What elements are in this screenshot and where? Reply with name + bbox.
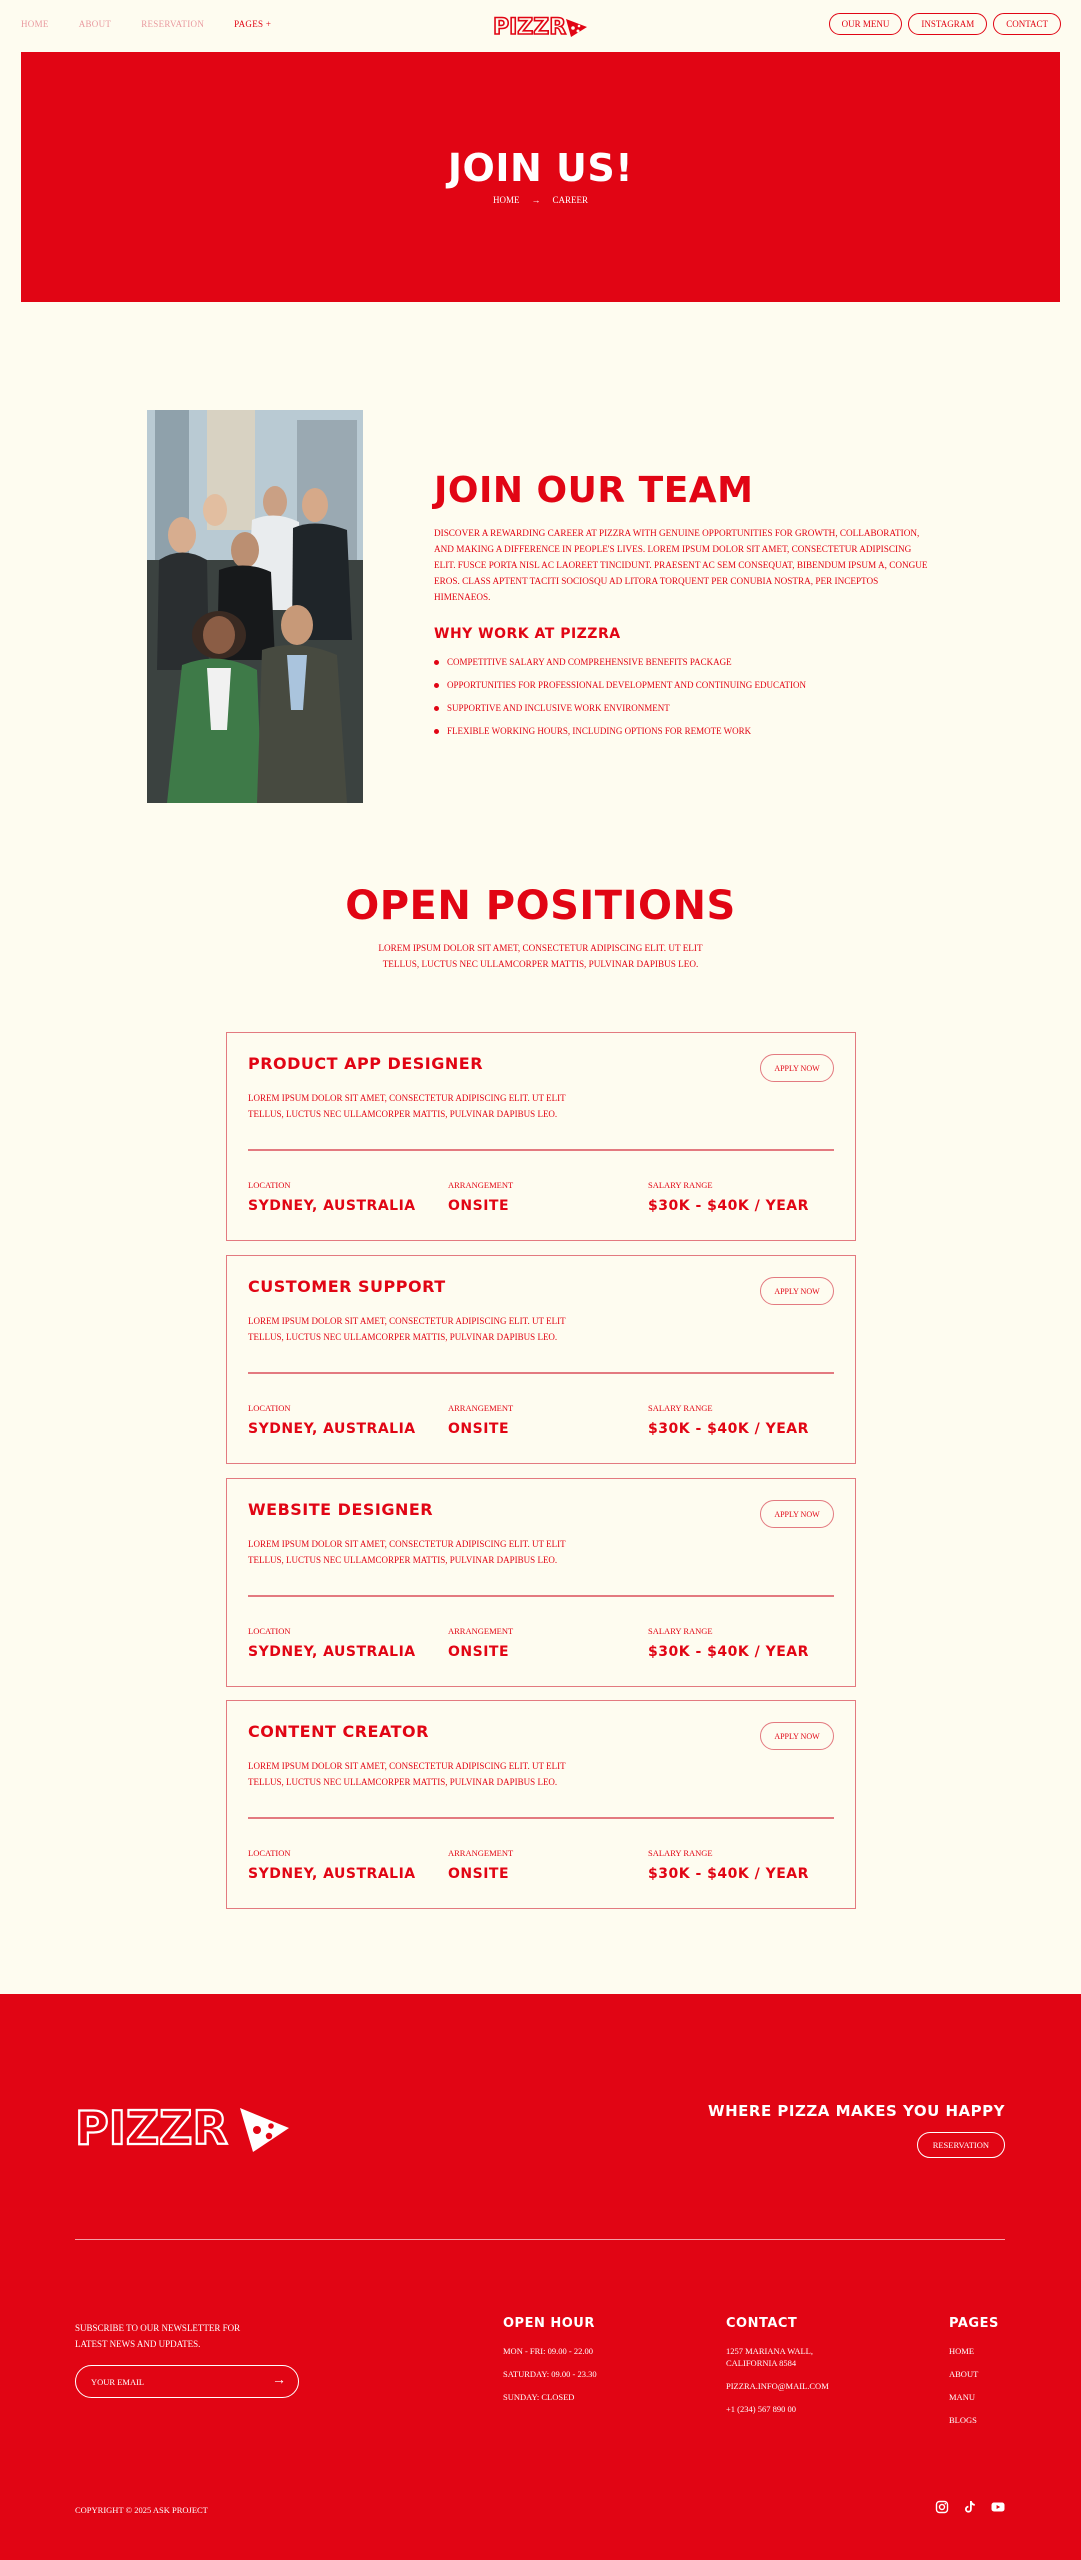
arrangement-value: ONSITE [448, 1866, 510, 1882]
open-hour-item: SUNDAY: CLOSED [503, 2392, 575, 2402]
job-description: LOREM IPSUM DOLOR SIT AMET, CONSECTETUR ADIPISCING ELIT. UT ELIT TELLUS, LUCTUS NEC ULLAMCORPER MATTIS, PULVINAR DAPIBUS LEO. [248, 1316, 566, 1342]
nav-actions [829, 13, 1061, 35]
salary-label: SALARY RANGE [648, 1180, 713, 1190]
job-card [226, 1478, 856, 1687]
open-hour-column [503, 2316, 597, 2414]
copyright: COPYRIGHT © 2025 ASK PROJECT [75, 2505, 208, 2515]
footer-reservation-button[interactable]: RESERVATION [917, 2132, 1005, 2158]
job-arrangement [448, 1180, 513, 1214]
footer-link-blogs[interactable]: BLOGS [949, 2415, 977, 2425]
nav-reservation-link[interactable]: RESERVATION [141, 19, 205, 29]
apply-now-button[interactable]: APPLY NOW [760, 1054, 834, 1082]
pages-column [949, 2316, 999, 2437]
location-value: SYDNEY, AUSTRALIA [248, 1198, 416, 1214]
pizza-slice-icon [240, 2108, 289, 2152]
job-location [248, 1403, 416, 1437]
team-heading: JOIN OUR TEAM [434, 470, 754, 511]
footer [0, 1994, 1081, 2560]
team-photo [147, 410, 363, 803]
open-hour-item: MON - FRI: 09.00 - 22.00 [503, 2346, 593, 2356]
open-positions-description: LOREM IPSUM DOLOR SIT AMET, CONSECTETUR ADIPISCING ELIT. UT ELIT TELLUS, LUCTUS NEC ULLAMCORPER MATTIS, PULVINAR DAPIBUS LEO. [378, 943, 703, 969]
benefit-item: SUPPORTIVE AND INCLUSIVE WORK ENVIRONMENT [434, 703, 806, 726]
arrangement-value: ONSITE [448, 1421, 510, 1437]
open-hour-title: OPEN HOUR [503, 2316, 595, 2331]
arrangement-label: ARRANGEMENT [448, 1403, 514, 1413]
breadcrumb [21, 195, 1060, 205]
job-location [248, 1848, 416, 1882]
job-location [248, 1626, 416, 1660]
instagram-button[interactable]: INSTAGRAM [908, 13, 987, 35]
arrangement-label: ARRANGEMENT [448, 1626, 514, 1636]
location-label: LOCATION [248, 1848, 291, 1858]
benefit-item: COMPETITIVE SALARY AND COMPREHENSIVE BENEFITS PACKAGE [434, 657, 806, 680]
location-label: LOCATION [248, 1626, 291, 1636]
why-work-heading: WHY WORK AT PIZZRA [434, 626, 621, 642]
salary-label: SALARY RANGE [648, 1626, 713, 1636]
job-arrangement [448, 1848, 513, 1882]
job-title: CUSTOMER SUPPORT [248, 1277, 446, 1296]
arrow-right-icon[interactable]: → [272, 2373, 286, 2388]
contact-email[interactable]: PIZZRA.INFO@MAIL.COM [726, 2381, 829, 2391]
footer-logo[interactable] [75, 2094, 293, 2154]
arrangement-value: ONSITE [448, 1644, 510, 1660]
job-card [226, 1032, 856, 1241]
apply-now-button[interactable]: APPLY NOW [760, 1277, 834, 1305]
email-placeholder: YOUR EMAIL [91, 2377, 145, 2387]
newsletter-text: SUBSCRIBE TO OUR NEWSLETTER FOR LATEST NEWS AND UPDATES. [75, 2323, 241, 2349]
footer-link-about[interactable]: ABOUT [949, 2369, 979, 2379]
salary-value: $30K - $40K / YEAR [648, 1866, 809, 1882]
salary-label: SALARY RANGE [648, 1848, 713, 1858]
breadcrumb-home[interactable]: HOME [492, 195, 520, 205]
job-location [248, 1180, 416, 1214]
salary-value: $30K - $40K / YEAR [648, 1644, 809, 1660]
job-card [226, 1700, 856, 1909]
divider [248, 1817, 834, 1819]
job-arrangement [448, 1403, 513, 1437]
divider [248, 1149, 834, 1151]
contact-button[interactable]: CONTACT [993, 13, 1061, 35]
pizza-slice-icon [566, 19, 587, 37]
job-salary [648, 1180, 809, 1214]
hero-banner [21, 52, 1060, 302]
location-label: LOCATION [248, 1180, 291, 1190]
contact-title: CONTACT [726, 2316, 798, 2331]
tiktok-icon[interactable] [963, 2500, 977, 2514]
youtube-icon[interactable] [991, 2500, 1005, 2514]
nav-about-link[interactable]: ABOUT [78, 19, 112, 29]
footer-divider [75, 2239, 1005, 2240]
social-links [935, 2500, 1005, 2514]
footer-tagline: WHERE PIZZA MAKES YOU HAPPY [708, 2102, 1005, 2120]
benefit-item: FLEXIBLE WORKING HOURS, INCLUDING OPTIONS FOR REMOTE WORK [434, 726, 806, 749]
benefits-list [434, 657, 806, 749]
job-title: PRODUCT APP DESIGNER [248, 1054, 484, 1073]
job-salary [648, 1403, 809, 1437]
breadcrumb-career: CAREER [552, 195, 588, 205]
location-value: SYDNEY, AUSTRALIA [248, 1421, 416, 1437]
nav-home-link[interactable]: HOME [21, 19, 49, 29]
email-input[interactable] [75, 2365, 299, 2398]
job-salary [648, 1848, 809, 1882]
job-title: WEBSITE DESIGNER [248, 1500, 434, 1519]
page-title: JOIN US! [447, 146, 634, 190]
contact-address: 1257 MARIANA WALL, CALIFORNIA 8584 [726, 2346, 813, 2368]
open-positions-heading: OPEN POSITIONS [345, 883, 736, 929]
location-value: SYDNEY, AUSTRALIA [248, 1644, 416, 1660]
pizzra-logo[interactable] [493, 11, 589, 39]
arrangement-label: ARRANGEMENT [448, 1848, 514, 1858]
team-description: DISCOVER A REWARDING CAREER AT PIZZRA WITH GENUINE OPPORTUNITIES FOR GROWTH, COLLABORATION, AND MAKING A DIFFERENCE IN PEOPLE'S LIVES. LOREM IPSUM DOLOR SIT AMET, CONSECTETUR ADIPISCING ELIT. FUSCE PORTA NISL AC LAOREET TINCIDUNT. PRAESENT AC SEM CONSEQUAT, BIBENDUM IPSUM A, CONGUE EROS. CLASS APTENT TACITI SOCIOSQU AD LITORA TORQUENT PER CONUBIA NOSTRA, PER INCEPTOS HIMENAEOS. [434, 528, 928, 602]
pages-title: PAGES [949, 2316, 999, 2331]
job-description: LOREM IPSUM DOLOR SIT AMET, CONSECTETUR ADIPISCING ELIT. UT ELIT TELLUS, LUCTUS NEC ULLAMCORPER MATTIS, PULVINAR DAPIBUS LEO. [248, 1093, 566, 1119]
contact-phone[interactable]: +1 (234) 567 890 00 [726, 2404, 796, 2414]
job-description: LOREM IPSUM DOLOR SIT AMET, CONSECTETUR ADIPISCING ELIT. UT ELIT TELLUS, LUCTUS NEC ULLAMCORPER MATTIS, PULVINAR DAPIBUS LEO. [248, 1539, 566, 1565]
arrangement-label: ARRANGEMENT [448, 1180, 514, 1190]
our-menu-button[interactable]: OUR MENU [829, 13, 903, 35]
footer-link-menu[interactable]: MANU [949, 2392, 975, 2402]
instagram-icon[interactable] [935, 2500, 949, 2514]
divider [248, 1595, 834, 1597]
contact-column [726, 2316, 836, 2426]
job-arrangement [448, 1626, 513, 1660]
arrow-right-icon: → [531, 195, 541, 205]
benefit-item: OPPORTUNITIES FOR PROFESSIONAL DEVELOPMENT AND CONTINUING EDUCATION [434, 680, 806, 703]
job-card [226, 1255, 856, 1464]
salary-value: $30K - $40K / YEAR [648, 1421, 809, 1437]
job-description: LOREM IPSUM DOLOR SIT AMET, CONSECTETUR ADIPISCING ELIT. UT ELIT TELLUS, LUCTUS NEC ULLAMCORPER MATTIS, PULVINAR DAPIBUS LEO. [248, 1761, 566, 1787]
job-salary [648, 1626, 809, 1660]
nav-links [21, 19, 301, 29]
open-hour-item: SATURDAY: 09.00 - 23.30 [503, 2369, 597, 2379]
nav-pages-link[interactable]: PAGES + [234, 19, 272, 29]
location-label: LOCATION [248, 1403, 291, 1413]
logo-text: PIZZR [493, 15, 567, 39]
arrangement-value: ONSITE [448, 1198, 510, 1214]
salary-label: SALARY RANGE [648, 1403, 713, 1413]
footer-link-home[interactable]: HOME [949, 2346, 975, 2356]
top-nav [0, 0, 1081, 52]
apply-now-button[interactable]: APPLY NOW [760, 1500, 834, 1528]
salary-value: $30K - $40K / YEAR [648, 1198, 809, 1214]
divider [248, 1372, 834, 1374]
location-value: SYDNEY, AUSTRALIA [248, 1866, 416, 1882]
footer-logo-text: PIZZR [75, 2101, 228, 2154]
job-title: CONTENT CREATOR [248, 1722, 429, 1741]
apply-now-button[interactable]: APPLY NOW [760, 1722, 834, 1750]
